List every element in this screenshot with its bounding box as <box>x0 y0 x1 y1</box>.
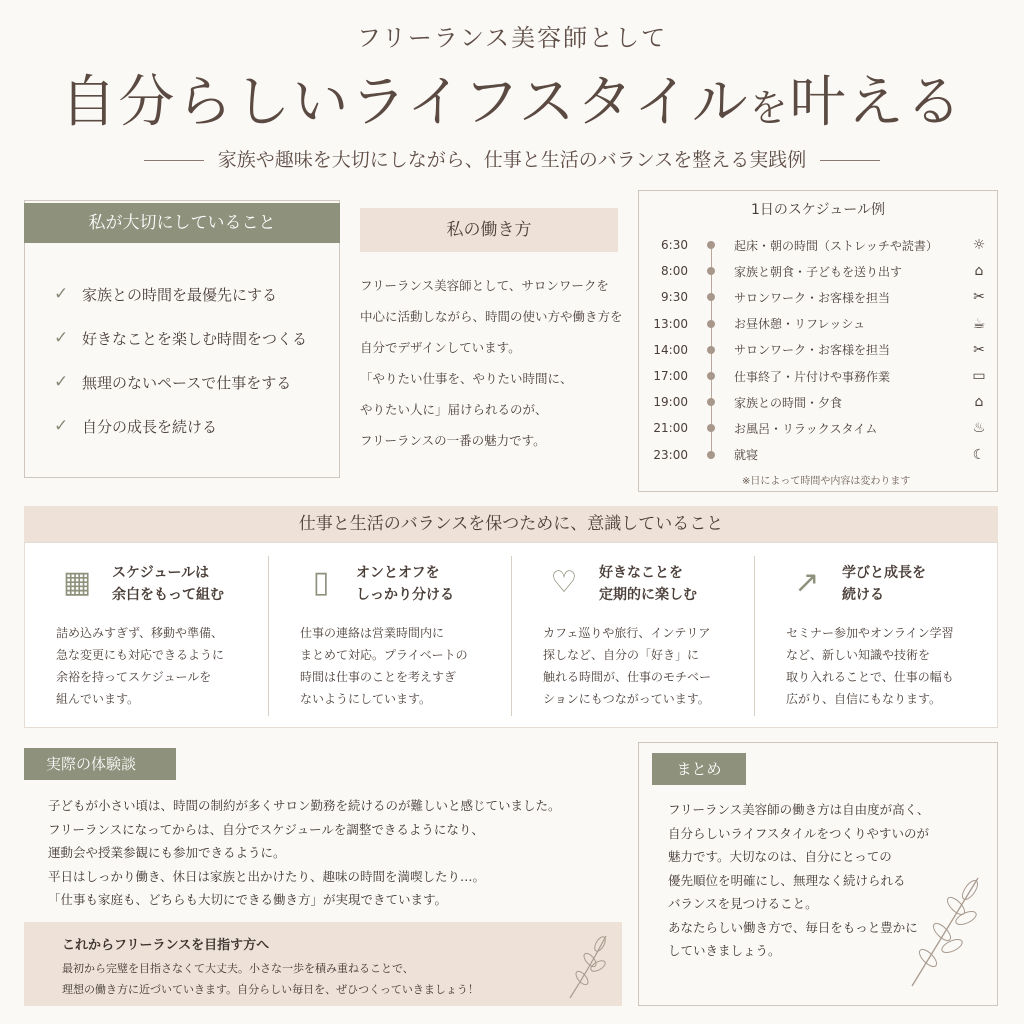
experience-text <box>48 794 628 912</box>
list-item <box>54 404 334 448</box>
timeline-dot <box>707 398 715 406</box>
advice-text <box>62 958 582 1000</box>
schedule-note: ※日によって時間や内容は変わります <box>742 476 911 487</box>
text-line: 平日はしっかり働き、休日は家族と出かけたり、趣味の時間を満喫したり…。 <box>48 868 486 884</box>
text-line: 広がり、自信にもなります。 <box>786 692 942 706</box>
list-item <box>54 360 334 404</box>
text-line: していきましょう。 <box>668 943 781 958</box>
balance-item-text <box>786 622 986 710</box>
timeline-dot <box>707 372 715 380</box>
schedule-time: 14:00 <box>653 342 688 357</box>
text-line: 取り入れることで、仕事の幅も <box>786 670 954 684</box>
text-line: フリーランス美容師の働き方は自由度が高く、 <box>668 802 930 817</box>
values-list <box>54 272 334 448</box>
divider <box>268 556 269 716</box>
schedule-time: 21:00 <box>653 421 688 436</box>
schedule-row <box>650 415 990 441</box>
timeline-dot <box>707 241 715 249</box>
divider <box>144 160 204 161</box>
title-main: 自分らしいライフスタイル <box>60 70 750 135</box>
cup-icon: ☕ <box>972 315 986 332</box>
text-line: カフェ巡りや旅行、インテリア <box>543 626 711 640</box>
balance-item <box>268 556 511 716</box>
timeline-dot <box>707 451 715 459</box>
schedule-time: 17:00 <box>653 369 688 383</box>
balance-heading: 仕事と生活のバランスを保つために、意識していること <box>24 506 998 542</box>
leaf-icon <box>560 930 620 1000</box>
title-line: 好きなことを <box>599 565 683 581</box>
text-line: バランスを見つけること。 <box>668 896 818 911</box>
schedule-time: 9:30 <box>661 290 688 305</box>
text-line: 自分でデザインしています。 <box>360 340 521 355</box>
text-line: フリーランスになってからは、自分でスケジュールを調整できるようになり、 <box>48 821 484 837</box>
balance-item-text <box>56 622 256 710</box>
text-line: など、新しい知識や技術を <box>786 648 931 662</box>
text-line: 子どもが小さい頃は、時間の制約が多くサロン勤務を続けるのが難しいと感じていました。 <box>48 798 561 813</box>
balance-item-text <box>300 622 500 710</box>
house-icon: ⌂ <box>974 263 984 280</box>
timeline-dot <box>707 346 715 354</box>
divider <box>820 160 880 161</box>
check-icon: ✓ <box>54 284 69 304</box>
text-line: まとめて対応。プライベートの <box>300 648 468 662</box>
balance-item-title <box>356 562 454 606</box>
text-line: ションにもつながっています。 <box>543 692 710 706</box>
schedule-activity: お風呂・リラックスタイム <box>734 421 878 436</box>
text-line: やりたい人に」届けられるのが、 <box>360 402 548 417</box>
tagline-text: 家族や趣味を大切にしながら、仕事と生活のバランスを整える実践例 <box>217 149 807 171</box>
text-line: 仕事の連絡は営業時間内に <box>300 626 445 640</box>
text-line: 組んでいます。 <box>56 692 140 706</box>
list-item-label: 好きなことを楽しむ時間をつくる <box>82 329 308 348</box>
heart-icon: ♡ <box>550 565 578 600</box>
balance-item <box>24 556 267 716</box>
growth-arrow-icon: ↗ <box>794 565 820 600</box>
divider <box>511 556 512 716</box>
schedule-row <box>650 232 990 258</box>
schedule-row <box>650 258 990 284</box>
check-icon: ✓ <box>54 328 69 348</box>
text-line: 触れる時間が、仕事のモチベー <box>543 670 712 684</box>
text-line: 中心に活動しながら、時間の使い方や働き方を <box>360 309 623 324</box>
text-line: 「やりたい仕事を、やりたい時間に、 <box>360 371 573 386</box>
balance-item <box>511 556 754 716</box>
advice-title: これからフリーランスを目指す方へ <box>62 938 270 953</box>
sun-icon: ☼ <box>972 237 986 253</box>
moon-icon: ☾ <box>972 446 986 463</box>
schedule-title: 1日のスケジュール例 <box>750 202 886 218</box>
text-line: 「仕事も家庭も、どちらも大切にできる働き方」が実現できています。 <box>48 892 448 907</box>
house-icon: ⌂ <box>974 394 984 411</box>
schedule-time: 6:30 <box>661 238 688 252</box>
schedule-activity: 就寝 <box>734 448 759 463</box>
schedule-activity: 家族との時間・夕食 <box>734 395 843 410</box>
laptop-icon: ▭ <box>972 368 986 384</box>
bath-icon: ♨ <box>972 420 986 437</box>
timeline-dot <box>707 293 715 301</box>
text-line: 自分らしいライフスタイルをつくりやすいのが <box>668 825 930 841</box>
calendar-icon: ▦ <box>62 565 92 600</box>
title-line: 余白をもって組む <box>112 587 224 603</box>
text-line: 急な変更にも対応できるように <box>56 648 225 662</box>
balance-item-title <box>599 562 697 606</box>
check-icon: ✓ <box>54 416 69 436</box>
balance-item <box>754 556 997 716</box>
title-line: 定期的に楽しむ <box>599 587 697 603</box>
balance-item-text <box>543 622 743 710</box>
text-line: 最初から完璧を目指さなくて大丈夫。小さな一歩を積み重ねることで、 <box>62 962 414 975</box>
divider <box>754 556 755 716</box>
schedule-activity: 家族と朝食・子どもを送り出す <box>734 264 903 279</box>
schedule-activity: 起床・朝の時間（ストレッチや読書） <box>734 238 938 253</box>
text-line: フリーランス美容師として、サロンワークを <box>360 278 609 293</box>
tagline <box>0 145 1024 172</box>
list-item-label: 自分の成長を続ける <box>82 417 218 436</box>
text-line: 探しなど、自分の「好き」に <box>543 648 700 662</box>
timeline-dot <box>707 320 715 328</box>
title-particle: を <box>749 86 790 130</box>
schedule-row <box>650 337 990 363</box>
text-line: 理想の働き方に近づいていきます。自分らしい毎日を、ぜひつくっていきましょう！ <box>62 983 479 996</box>
schedule-time: 13:00 <box>653 316 688 331</box>
timeline-dot <box>707 424 715 432</box>
experience-heading: 実際の体験談 <box>24 748 176 780</box>
text-line: 運動会や授業参観にも参加できるように。 <box>48 845 286 860</box>
leaf-icon <box>900 870 990 990</box>
values-heading: 私が大切にしていること <box>24 203 340 243</box>
scissors-icon: ✂ <box>973 289 985 306</box>
text-line: 時間は仕事のことを考えすぎ <box>300 670 457 684</box>
schedule-row <box>650 311 990 337</box>
schedule-activity: サロンワーク・お客様を担当 <box>734 343 891 358</box>
schedule-activity: 仕事終了・片付けや事務作業 <box>734 369 891 384</box>
schedule-row <box>650 363 990 389</box>
title-line: オンとオフを <box>356 565 440 581</box>
title-end: 叶える <box>789 70 964 135</box>
text-line: 余裕を持ってスケジュールを <box>56 670 212 684</box>
text-line: 優先順位を明確にし、無理なく続けられる <box>668 872 906 888</box>
list-item-label: 家族との時間を最優先にする <box>82 285 278 304</box>
balance-item-title <box>112 562 224 606</box>
schedule-row <box>650 284 990 310</box>
text-line: フリーランスの一番の魅力です。 <box>360 433 546 448</box>
smartphone-icon: ▯ <box>312 565 330 600</box>
text-line: ないようにしています。 <box>300 692 432 706</box>
work-heading: 私の働き方 <box>360 208 618 252</box>
schedule-activity: サロンワーク・お客様を担当 <box>734 290 891 305</box>
text-line: 魅力です。大切なのは、自分にとっての <box>668 849 892 864</box>
schedule-time: 19:00 <box>653 395 688 410</box>
text-line: セミナー参加やオンライン学習 <box>786 626 954 640</box>
schedule-row <box>650 442 990 468</box>
title-line: 続ける <box>842 587 884 603</box>
list-item <box>54 272 334 316</box>
text-line: あなたらしい働き方で、毎日をもっと豊かに <box>668 919 918 935</box>
summary-heading: まとめ <box>652 753 746 785</box>
title-line: しっかり分ける <box>356 587 454 603</box>
scissors-icon: ✂ <box>973 341 985 358</box>
schedule-time: 23:00 <box>653 447 688 462</box>
text-line: 詰め込みすぎず、移動や準備、 <box>56 626 224 640</box>
work-description <box>360 270 630 456</box>
schedule-activity: お昼休憩・リフレッシュ <box>734 317 866 332</box>
header-subtitle: フリーランス美容師として <box>356 24 668 52</box>
title-line: 学びと成長を <box>842 565 926 581</box>
timeline-dot <box>707 267 715 275</box>
title-line: スケジュールは <box>112 565 210 581</box>
check-icon: ✓ <box>54 372 69 392</box>
schedule-time: 8:00 <box>661 264 688 279</box>
list-item <box>54 316 334 360</box>
schedule-row <box>650 389 990 415</box>
page-title <box>0 58 1024 138</box>
list-item-label: 無理のないペースで仕事をする <box>82 373 292 392</box>
balance-item-title <box>842 562 926 606</box>
